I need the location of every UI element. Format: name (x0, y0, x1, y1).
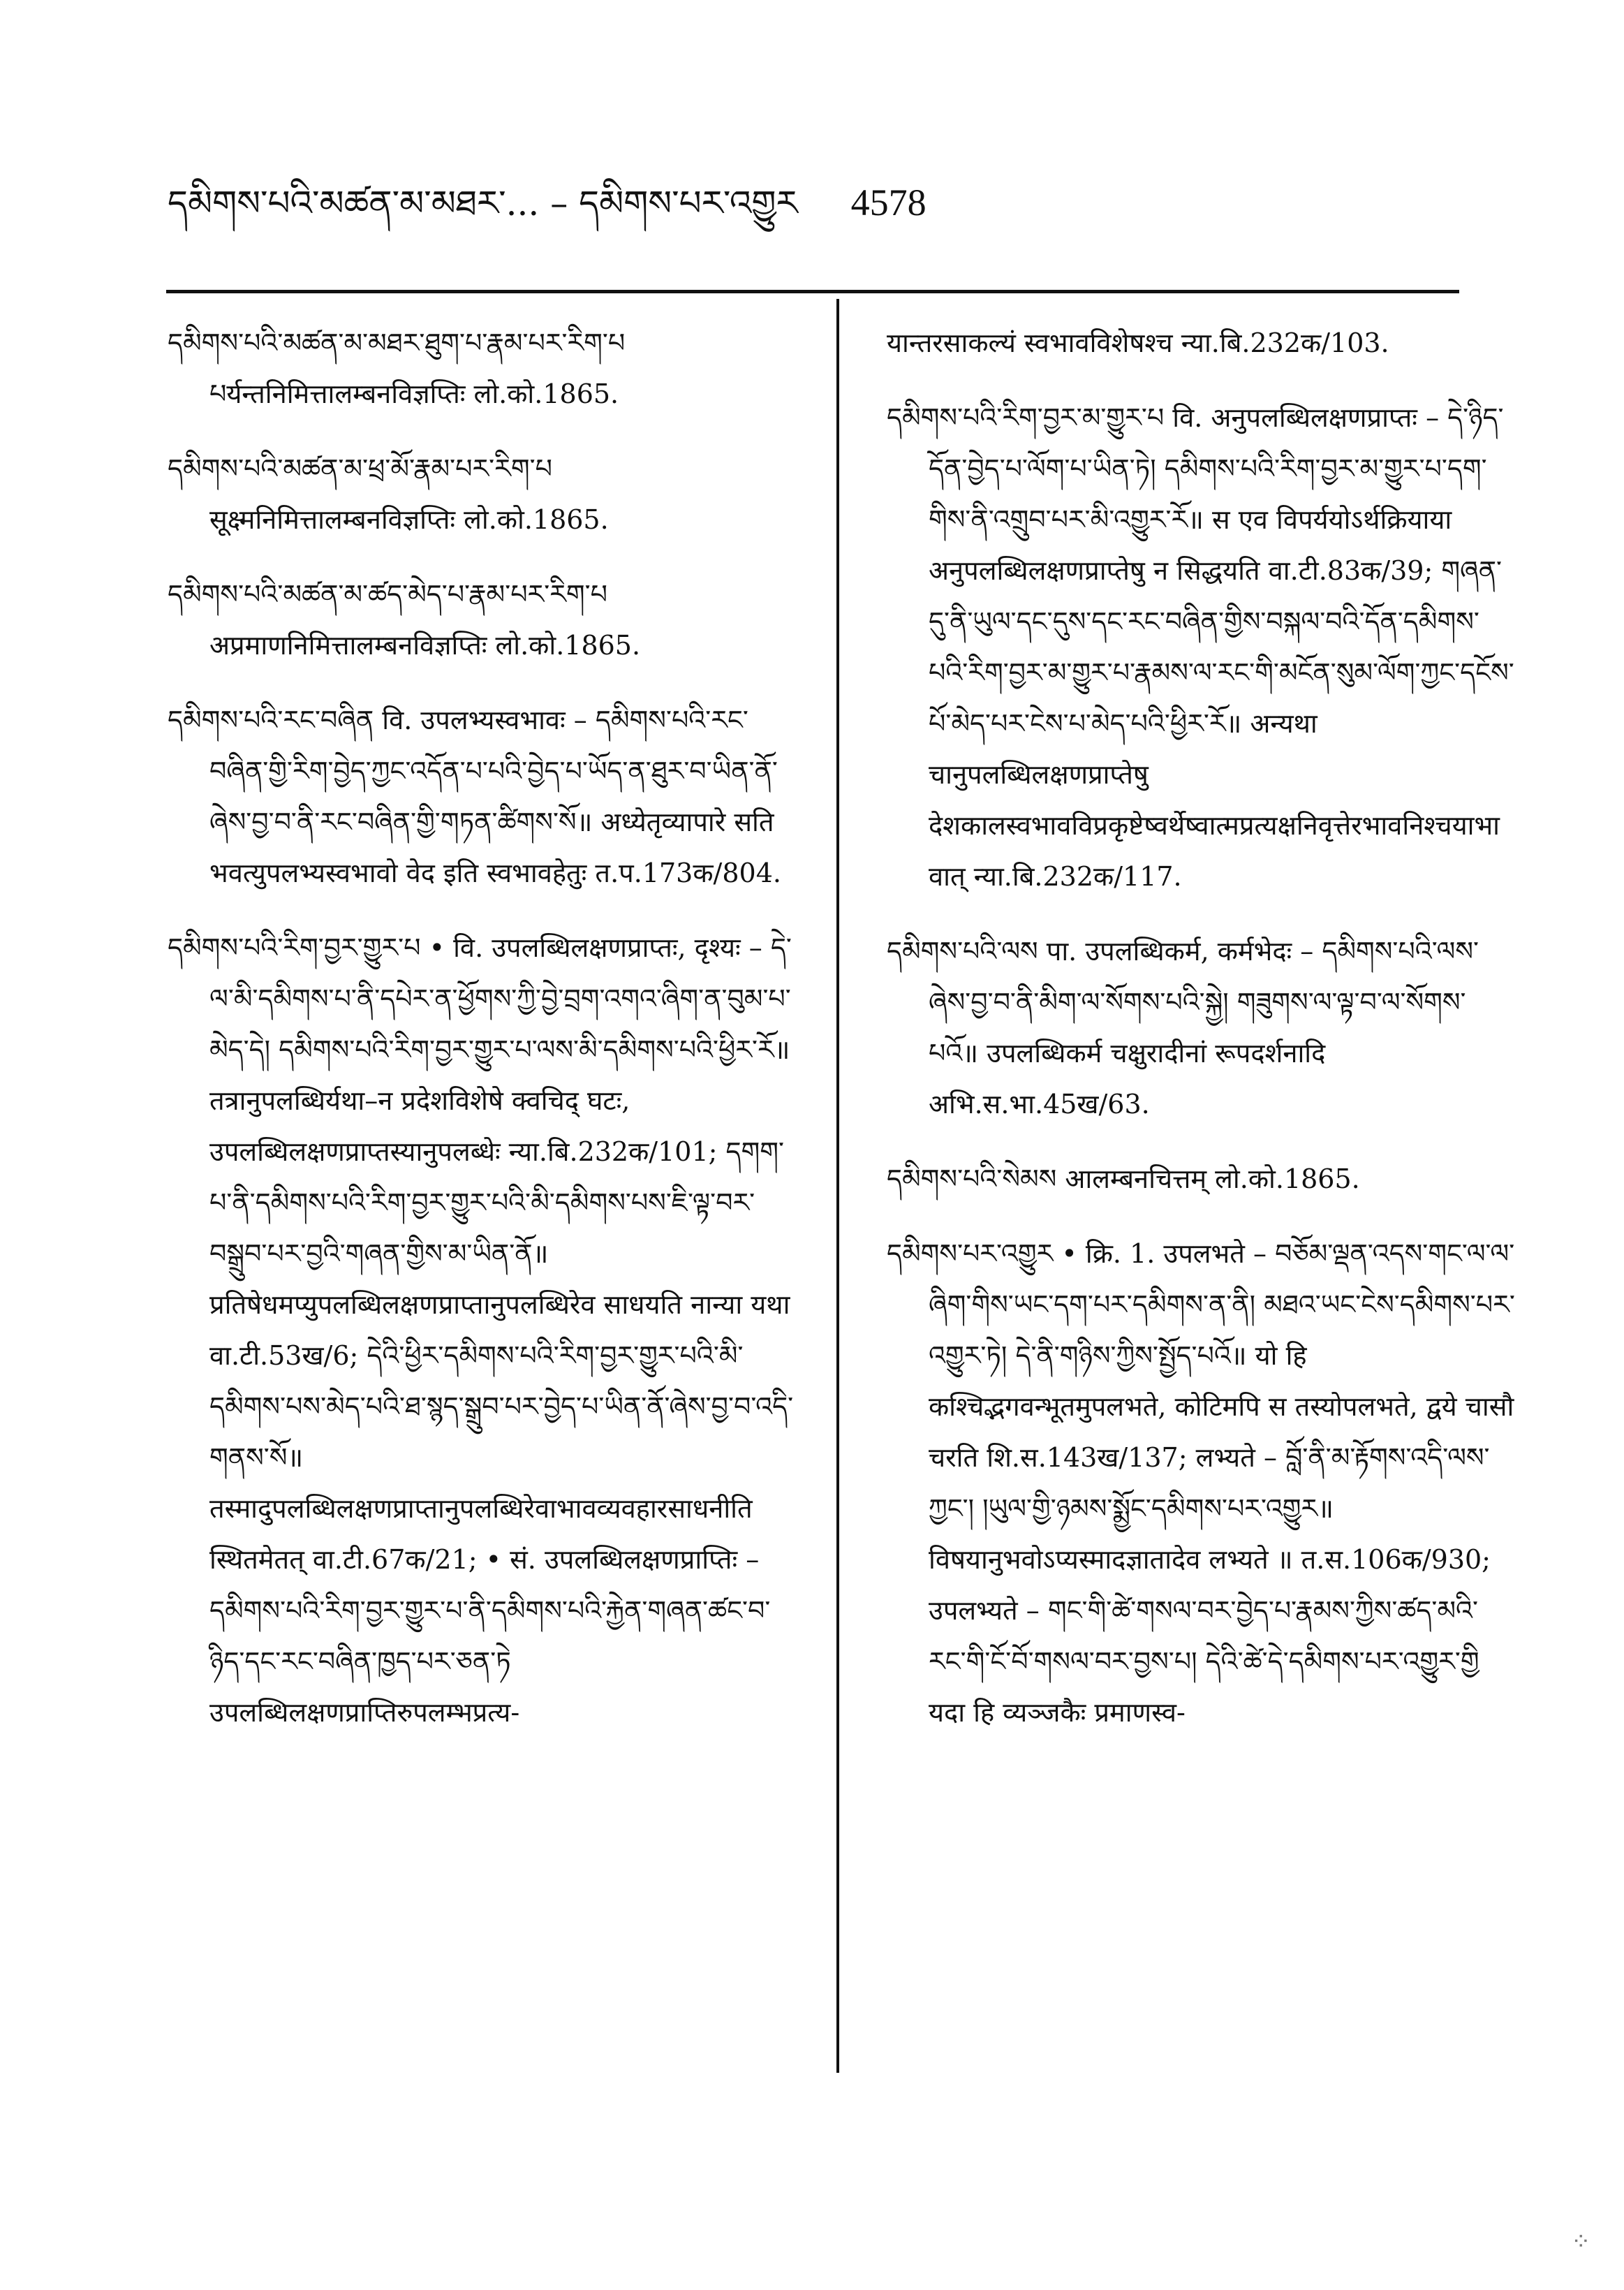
header-rule (166, 290, 1459, 293)
dictionary-entry: དམིགས་པའི་མཚན་མ་མཐར་ཐུག་པ་རྣམ་པར་རིག་པ པर्यन्तनिमित्तालम्बनविज्ञप्तिः लो.को.1865. (168, 328, 626, 409)
dictionary-entry: དམིགས་པའི་ལས पा. उपलब्धिकर्म, कर्मभेदः – དམིགས་པའི་ལས་ཞེས་བྱ་བ་ནི་མིག་ལ་སོགས་པའི་སྐྱེ། གཟུགས་ལ་ལྟ་བ་ལ་སོགས་པའོ॥ उपलब्धिकर्म चक्षुरादीनां रूपदर्शनादि अभि.स.भा.45ख/63. (887, 936, 1479, 1120)
dictionary-entry: དམིགས་པའི་རིག་བྱར་གྱུར་པ • वि. उपलब्धिलक्षणप्राप्तः, दृश्यः – དེ་ལ་མི་དམིགས་པ་ནི་དཔེར་ན་ཕྱོགས་ཀྱི་བྱེ་བྲག་འགའ་ཞིག་ན་བུམ་པ་མེད་དེ། དམིགས་པའི་རིག་བྱར་གྱུར་པ་ལས་མི་དམིགས་པའི་ཕྱིར་རོ॥ तत्रानुपलब्धिर्यथा–न प्रदेशविशेषे क्वचिद् घटः, उपलब्धिलक्षणप्राप्तस्यानुपलब्धेः न्या.बि.232क/101; དགག་པ་ནི་དམིགས་པའི་རིག་བྱར་གྱུར་པའི་མི་དམིགས་པས་ཇི་ལྟ་བར་བསྒྲུབ་པར་བྱའི་གཞན་གྱིས་མ་ཡིན་ནོ॥ प्रतिषेधमप्युपलब्धिलक्षणप्राप्तानुपलब्धिरेव साधयति नान्या यथा वा.टी.53ख/6; དེའི་ཕྱིར་དམིགས་པའི་རིག་བྱར་གྱུར་པའི་མི་དམིགས་པས་མེད་པའི་ཐ་སྙད་སྒྲུབ་པར་བྱེད་པ་ཡིན་ནོ་ཞེས་བྱ་བ་འདི་གནས་སོ॥ तस्मादुपलब्धिलक्षणप्राप्तानुपलब्धिरेवाभावव्यवहारसाधनीति स्थितमेतत् वा.टी.67क/21; • सं. उपलब्धिलक्षणप्राप्तिः – དམིགས་པའི་རིག་བྱར་གྱུར་པ་ནི་དམིགས་པའི་རྐྱེན་གཞན་ཚང་བ་ཉིད་དང་རང་བཞིན་ཁྱད་པར་ཅན་ཏེ उपलब्धिलक्षणप्राप्तिरुपलम्भप्रत्य- (168, 932, 794, 1728)
dictionary-entry: དམིགས་པའི་རང་བཞིན वि. उपलभ्यस्वभावः – དམིགས་པའི་རང་བཞིན་གྱི་རིག་བྱེད་ཀྱང་འདོན་པ་པའི་བྱེད་པ་ཡོད་ན་ཐུར་བ་ཡིན་ནོ་ཞེས་བྱ་བ་ནི་རང་བཞིན་གྱི་གཏན་ཚིགས་སོ॥ अध्येतृव्यापारे सति भवत्युपलभ्यस्वभावो वेद इति स्वभावहेतुः त.प.173क/804. (168, 705, 781, 888)
left-column (168, 318, 796, 1762)
dictionary-entry: དམིགས་པའི་མཚན་མ་ཚད་མེད་པ་རྣམ་པར་རིག་པ अप्रमाणनिमित्तालम्बनविज्ञप्तिः लो.को.1865. (168, 579, 641, 661)
dictionary-entry: དམིགས་པར་འགྱུར • क्रि. 1. उपलभते – བཅོམ་ལྡན་འདས་གང་ལ་ལ་ཞིག་གིས་ཡང་དག་པར་དམིགས་ན་ནི། མཐའ་ཡང་ངེས་དམིགས་པར་འགྱུར་ཏེ། དེ་ནི་གཉིས་ཀྱིས་སྤྱོད་པའོ॥ यो हि कश्चिद्भगवन्भूतमुपलभते, कोटिमपि स तस्योपलभते, द्वये चासौ चरति शि.स.143ख/137; लभ्यते – བློ་ནི་མ་རྟོགས་འདི་ལས་ཀྱང་། །ཡུལ་གྱི་ཉམས་སྨྱོང་དམིགས་པར་འགྱུར॥ विषयानुभवोऽप्यस्मादज्ञातादेव लभ्यते ॥ त.स.106क/930; उपलभ्यते – གང་གི་ཚེ་གསལ་བར་བྱེད་པ་རྣམས་ཀྱིས་ཚད་མའི་རང་གི་ངོ་བོ་གསལ་བར་བྱས་པ། དེའི་ཚེ་དེ་དམིགས་པར་འགྱུར་གྱི यदा हि व्यञ्जकैः प्रमाणस्व- (887, 1238, 1515, 1728)
running-header (168, 178, 1466, 228)
scan-artifact-mark: ⁘ (1571, 2228, 1591, 2256)
dictionary-entry: དམིགས་པའི་སེམས आलम्बनचित्तम् लो.को.1865. (887, 1164, 1360, 1194)
dictionary-entry: དམིགས་པའི་མཚན་མ་ཕྲ་མོ་རྣམ་པར་རིག་པ सूक्ष्मनिमित्तालम्बनविज्ञप्तिः लो.को.1865. (168, 453, 609, 535)
running-head: དམིགས་པའི་མཚན་མ་མཐར་... – དམིགས་པར་འགྱུར (168, 183, 798, 223)
right-column (887, 318, 1515, 1762)
column-divider (836, 299, 839, 2073)
page-number: 4578 (850, 182, 927, 223)
dictionary-entry: དམིགས་པའི་རིག་བྱར་མ་གྱུར་པ वि. अनुपलब्धिलक्षणप्राप्तः – དེ་ཉིད་དོན་བྱེད་པ་ལོག་པ་ཡིན་ཏེ། དམིགས་པའི་རིག་བྱར་མ་གྱུར་པ་དག་གིས་ནི་འགྲུབ་པར་མི་འགྱུར་རོ॥ स एव विपर्ययोऽर्थक्रियाया अनुपलब्धिलक्षणप्राप्तेषु न सिद्धयति वा.टी.83क/39; གཞན་དུ་ནི་ཡུལ་དང་དུས་དང་རང་བཞིན་གྱིས་བསྐལ་བའི་དོན་དམིགས་པའི་རིག་བྱར་མ་གྱུར་པ་རྣམས་ལ་རང་གི་མངོན་སུམ་ལོག་ཀྱང་དངོས་པོ་མེད་པར་ངེས་པ་མེད་པའི་ཕྱིར་རོ॥ अन्यथा चानुपलब्धिलक्षणप्राप्तेषु देशकालस्वभावविप्रकृष्टेष्वर्थेष्वात्मप्रत्यक्षनिवृत्तेरभावनिश्चयाभावात् न्या.बि.232क/117. (887, 402, 1514, 892)
dictionary-entry-continuation: यान्तरसाकल्यं स्वभावविशेषश्च न्या.बि.232क/103. (887, 328, 1389, 358)
